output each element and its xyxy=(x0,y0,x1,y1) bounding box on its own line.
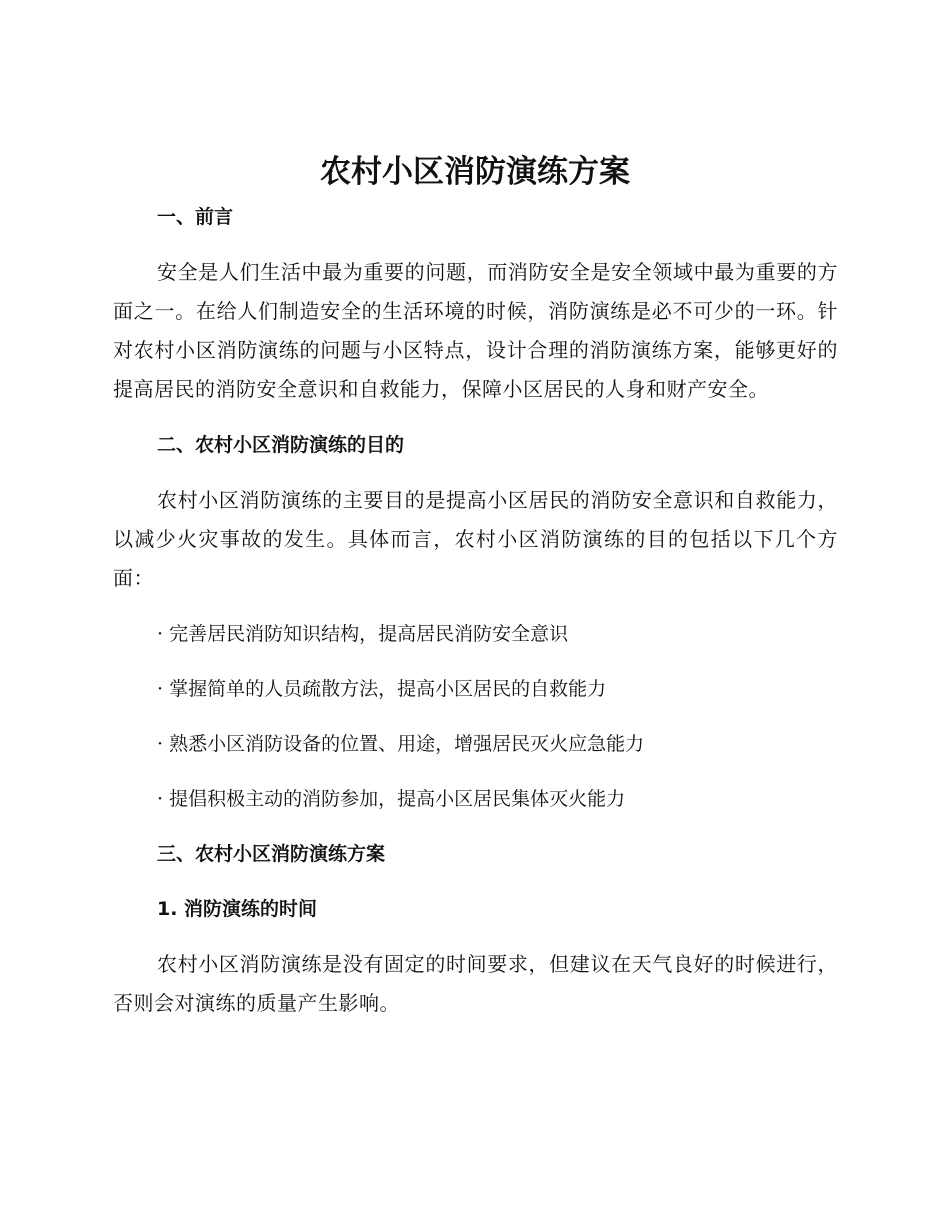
section-paragraph-purpose: 农村小区消防演练的主要目的是提高小区居民的消防安全意识和自救能力，以减少火灾事故的发生。具体而言，农村小区消防演练的目的包括以下几个方面： xyxy=(113,488,838,590)
purpose-bullet-item: · 掌握简单的人员疏散方法，提高小区居民的自救能力 xyxy=(157,678,607,700)
document-title: 农村小区消防演练方案 xyxy=(320,154,630,190)
purpose-bullet-item: · 完善居民消防知识结构，提高居民消防安全意识 xyxy=(157,623,569,645)
section-heading-plan: 三、农村小区消防演练方案 xyxy=(157,843,386,865)
section-heading-preface: 一、前言 xyxy=(157,206,234,228)
purpose-bullet-item: · 熟悉小区消防设备的位置、用途，增强居民灭火应急能力 xyxy=(157,733,645,755)
section-paragraph-preface: 安全是人们生活中最为重要的问题，而消防安全是安全领域中最为重要的方面之一。在给人们制造安全的生活环境的时候，消防演练是必不可少的一环。针对农村小区消防演练的问题与小区特点，设计合理的消防演练方案，能够更好的提高居民的消防安全意识和自救能力，保障小区居民的人身和财产安全。 xyxy=(113,260,838,401)
subsection-heading-time: 1. 消防演练的时间 xyxy=(157,898,318,920)
section-paragraph-time: 农村小区消防演练是没有固定的时间要求，但建议在天气良好的时候进行，否则会对演练的质量产生影响。 xyxy=(113,952,838,1015)
purpose-bullet-item: · 提倡积极主动的消防参加，提高小区居民集体灭火能力 xyxy=(157,788,626,810)
document-body xyxy=(113,198,838,1040)
section-heading-purpose: 二、农村小区消防演练的目的 xyxy=(157,434,405,456)
